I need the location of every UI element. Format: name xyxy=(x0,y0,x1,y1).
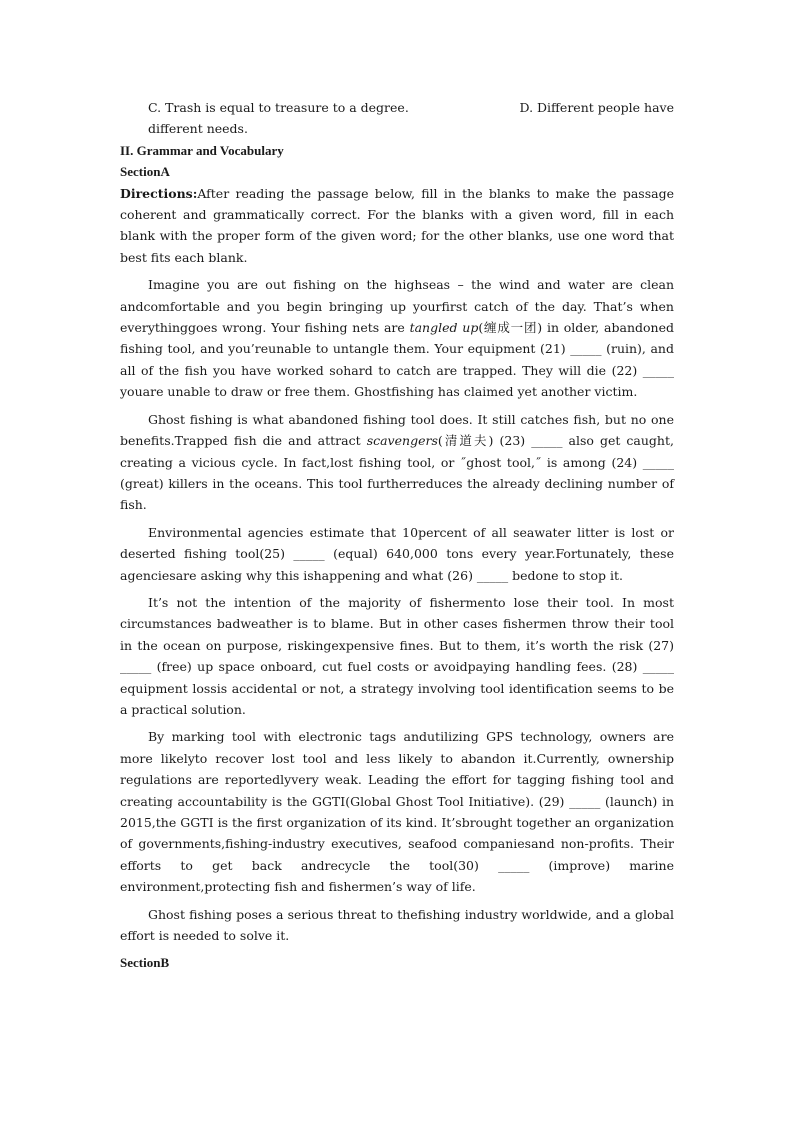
document-page xyxy=(120,97,674,974)
option-d: D. Different people have xyxy=(519,100,674,115)
paragraph-6: Ghost fishing poses a serious threat to thefishing industry worldwide, and a global effort is needed to solve it. xyxy=(120,906,674,944)
paragraph-5: By marking tool with electronic tags andutilizing GPS technology, owners are more likelyto recover lost tool and less likely to abandon it.Currently, ownership regulations are reportedlyvery weak. Leading the effort for tagging fishing tool and creating accountability is the GGTI(Global Ghost Tool Initiative). (29) _____ (launch) in 2015,the GGTI is the first organization of its kind. It’sbrought together an organization of governments,fishing-industry executives, seafood companiesand non-profits. Their efforts to get back andrecycle the tool(30) _____ (improve) marine environment,protecting fish and fishermen’s way of life. xyxy=(120,729,674,895)
option-c: C. Trash is equal to treasure to a degree. xyxy=(148,100,409,115)
paragraph-2-text-a: Ghost fishing is what abandoned fishing tool does. It still catches fish, but no one benefits.Trapped fish die and attract xyxy=(120,411,674,449)
option-d-continuation: different needs. xyxy=(148,121,248,137)
section-a-heading: SectionA xyxy=(120,164,170,180)
section-b-heading: SectionB xyxy=(120,955,170,971)
term-scavengers: scavengers xyxy=(366,433,438,449)
paragraph-1 xyxy=(120,274,674,402)
options-row xyxy=(120,97,674,118)
directions-text: After reading the passage below, fill in the blanks to make the passage coherent and grammatically correct. For the blanks with a given word, fill in each blank with the proper form of the given word; for the other blanks, use one word that best fits each blank. xyxy=(120,185,674,265)
paragraph-1-text-b: in older, abandoned fishing tool, and you’reunable to untangle them. Your equipment (21) _____ (ruin), and all of the fish you have worked sohard to catch are trapped. They will die (22) _____ youare unable to draw or free them. Ghostfishing has claimed yet another victim. xyxy=(120,320,674,400)
paragraph-4: It’s not the intention of the majority of fishermento lose their tool. In most circumstances badweather is to blame. But in other cases fishermen throw their tool in the ocean on purpose, riskingexpensive fines. But to them, it’s worth the risk (27) _____ (free) up space onboard, cut fuel costs or avoidpaying handling fees. (28) _____ equipment lossis accidental or not, a strategy involving tool identification seems to be a practical solution. xyxy=(120,594,674,717)
term-tangled-up: tangled up xyxy=(409,320,479,336)
paragraph-2 xyxy=(120,409,674,516)
gloss-tangled-up: (缠成一团) xyxy=(478,320,543,336)
directions xyxy=(120,183,674,269)
part-heading: II. Grammar and Vocabulary xyxy=(120,142,284,158)
paragraph-2-text-b: (23) _____ also get caught, creating a vicious cycle. In fact,lost fishing tool, or ˝ghost tool,˝ is among (24) _____ (great) killers in the oceans. This tool furtherreduces the already declining number of fish. xyxy=(120,433,674,513)
paragraph-3: Environmental agencies estimate that 10percent of all seawater litter is lost or deserted fishing tool(25) _____ (equal) 640,000 tons every year.Fortunately, these agenciesare asking why this ishappening and what (26) _____ bedone to stop it. xyxy=(120,524,674,583)
paragraph-1-text-a: Imagine you are out fishing on the highseas – the wind and water are clean andcomfortable and you begin bringing up yourfirst catch of the day. That’s when everythinggoes wrong. Your fishing nets are xyxy=(120,277,674,336)
gloss-scavengers: (清道夫) xyxy=(437,433,494,449)
directions-label: Directions: xyxy=(120,185,198,201)
